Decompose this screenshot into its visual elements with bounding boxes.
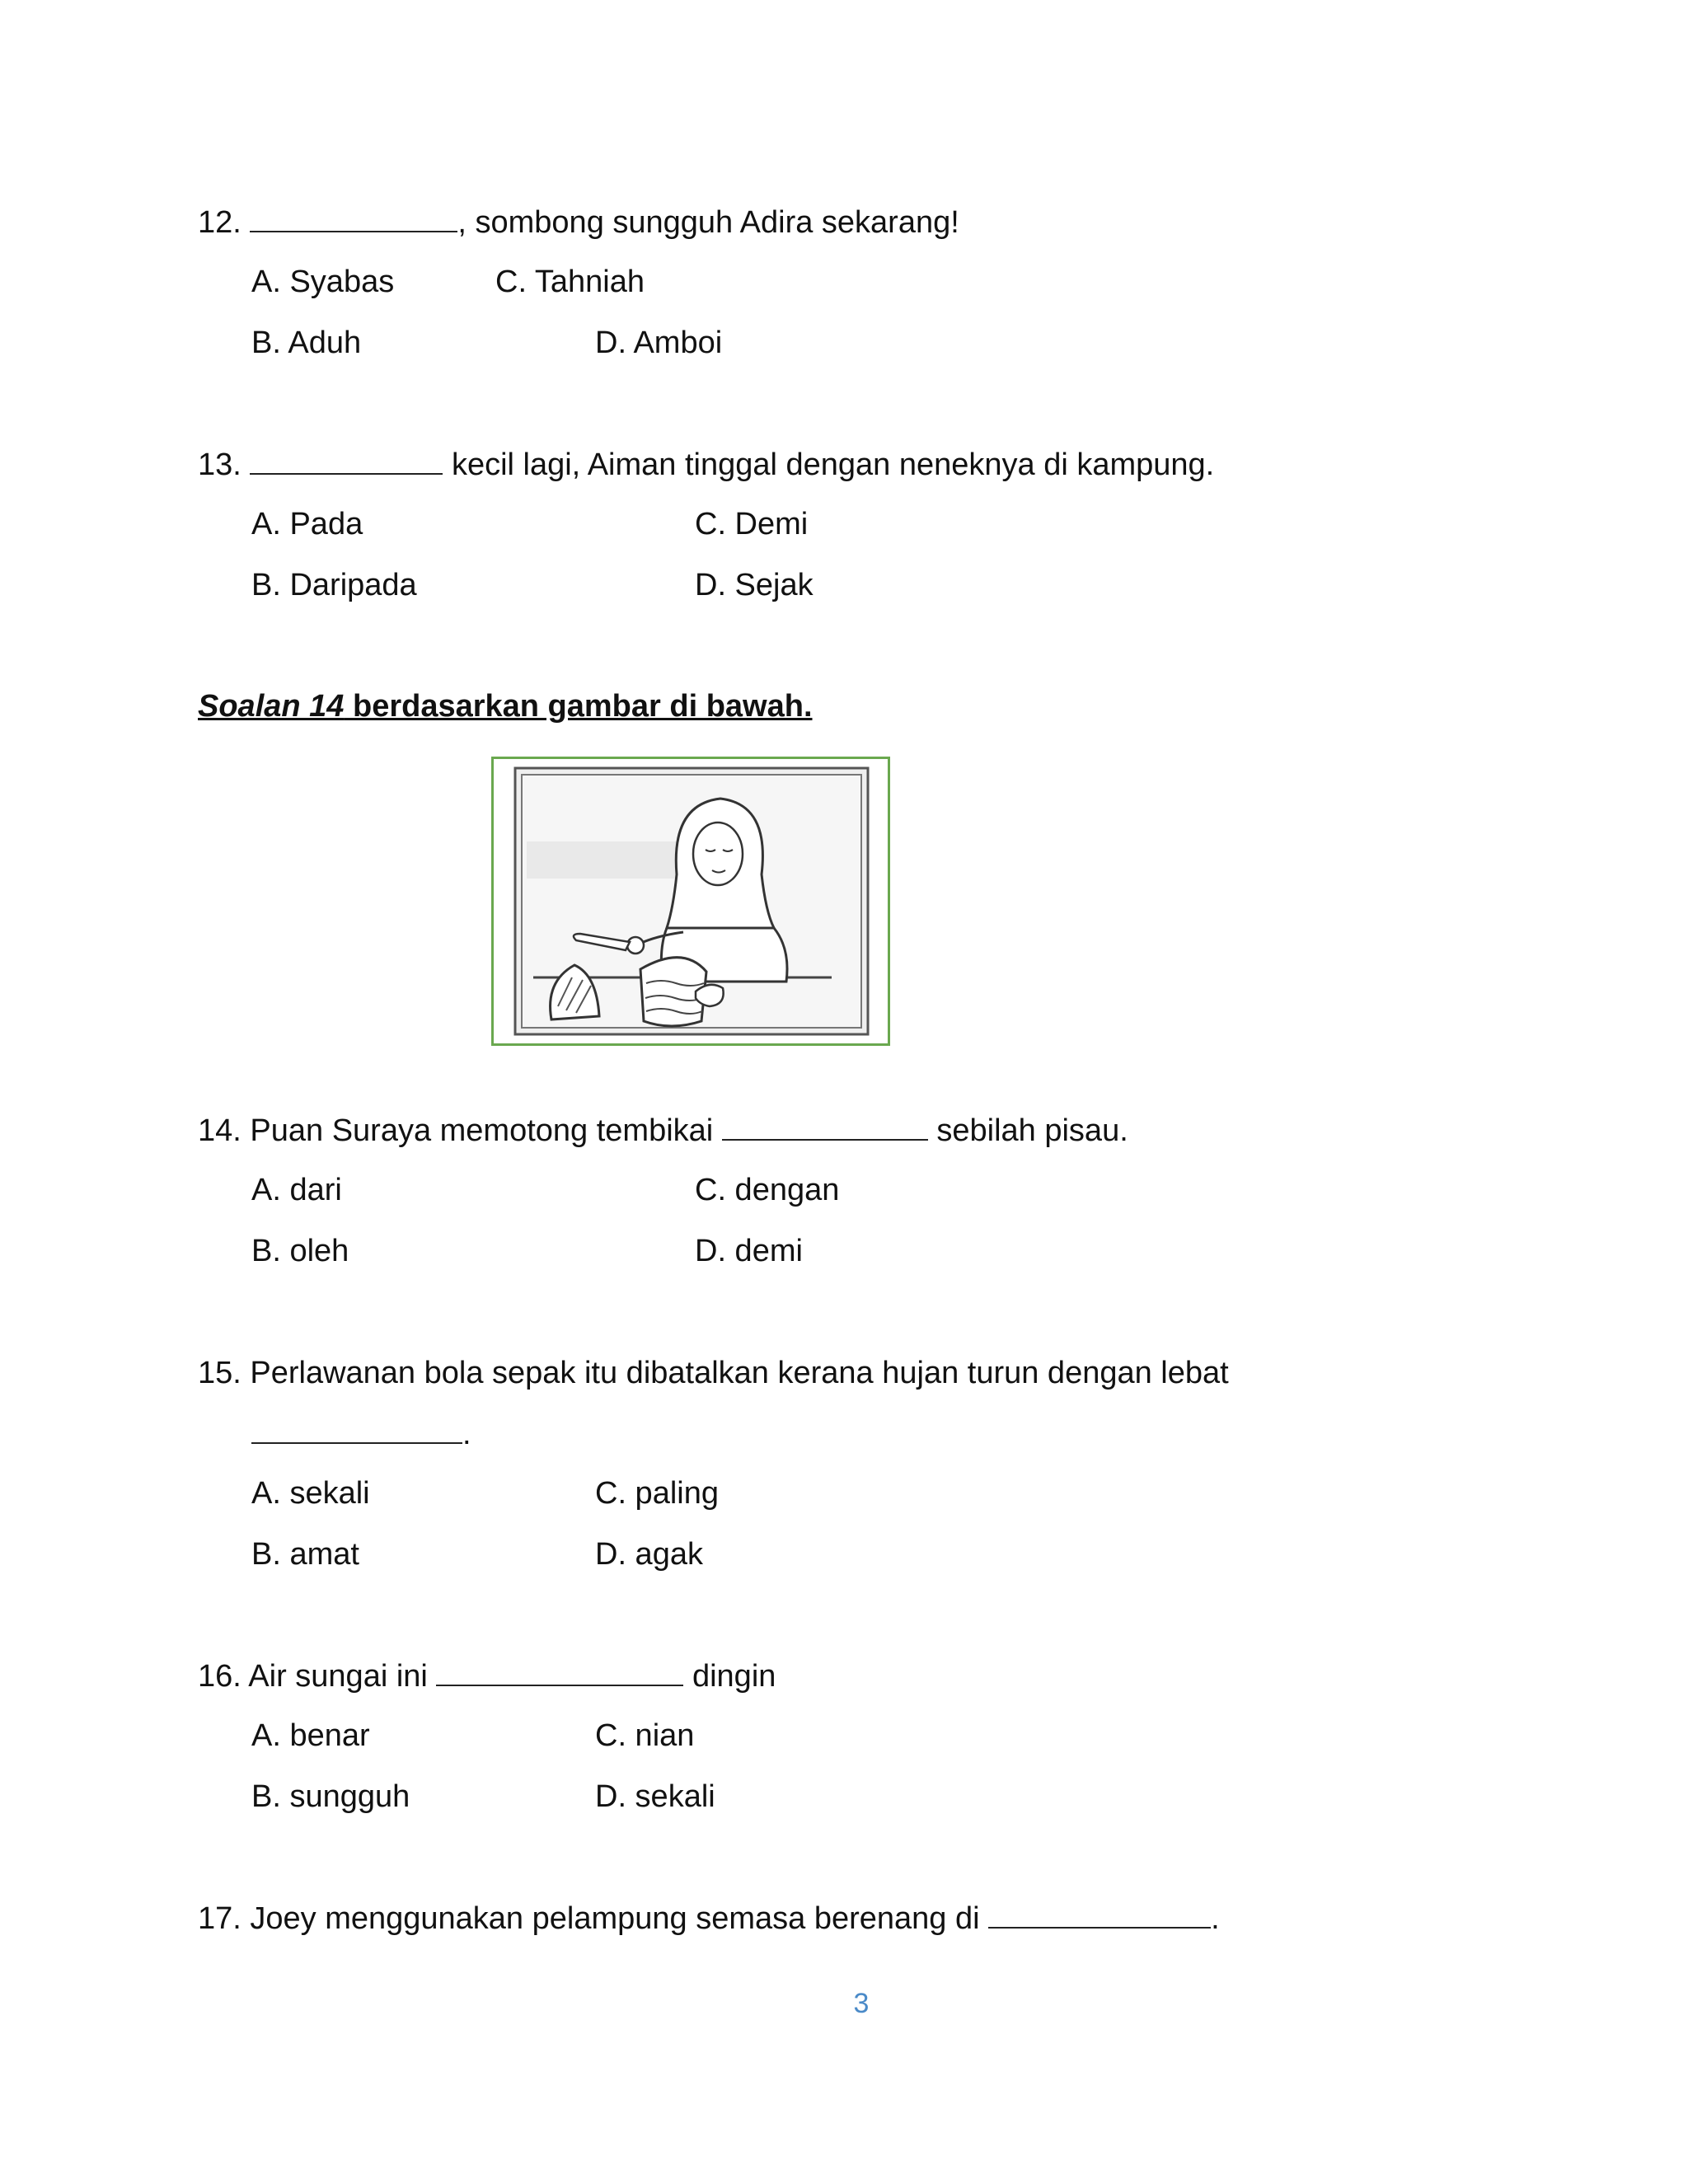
section-heading xyxy=(198,687,813,726)
question-15-text-end: . xyxy=(462,1417,471,1451)
question-16-text-start: 16. Air sungai ini xyxy=(198,1659,428,1694)
option-a[interactable]: A. Pada xyxy=(251,507,363,541)
option-d[interactable]: D. agak xyxy=(595,1537,703,1572)
question-17-text: 17. Joey menggunakan pelampung semasa berenang di xyxy=(198,1901,980,1936)
question-15 xyxy=(198,1353,1229,1393)
answer-blank[interactable] xyxy=(436,1657,683,1686)
option-c[interactable]: C. paling xyxy=(595,1476,719,1511)
answer-blank[interactable] xyxy=(722,1111,928,1141)
option-b[interactable]: B. Aduh xyxy=(251,326,362,360)
answer-blank[interactable] xyxy=(250,445,443,475)
option-c[interactable]: C. nian xyxy=(595,1718,695,1753)
question-15-text: 15. Perlawanan bola sepak itu dibatalkan kerana hujan turun dengan lebat xyxy=(198,1356,1229,1390)
option-b[interactable]: B. sungguh xyxy=(251,1779,410,1814)
question-15-continuation xyxy=(251,1414,471,1454)
option-a[interactable]: A. dari xyxy=(251,1173,342,1207)
question-12 xyxy=(198,203,959,242)
question-16 xyxy=(198,1657,776,1696)
question-14-picture xyxy=(491,757,890,1046)
question-16-text-end: dingin xyxy=(692,1659,776,1694)
woman-cutting-watermelon-illustration xyxy=(494,759,888,1043)
answer-blank[interactable] xyxy=(251,1414,462,1444)
option-a[interactable]: A. Syabas xyxy=(251,265,395,299)
question-13 xyxy=(198,445,1214,485)
question-14 xyxy=(198,1111,1128,1151)
question-13-number: 13. xyxy=(198,448,241,482)
option-d[interactable]: D. Sejak xyxy=(695,568,814,602)
option-d[interactable]: D. sekali xyxy=(595,1779,715,1814)
question-17-text-end: . xyxy=(1211,1901,1220,1936)
option-c[interactable]: C. Demi xyxy=(695,507,809,541)
page-number: 3 xyxy=(853,1988,870,2019)
option-d[interactable]: D. demi xyxy=(695,1234,803,1268)
section-heading-text: berdasarkan gambar di bawah. xyxy=(344,689,813,724)
question-14-text-end: sebilah pisau. xyxy=(936,1113,1128,1148)
option-a[interactable]: A. sekali xyxy=(251,1476,370,1511)
question-12-text: , sombong sungguh Adira sekarang! xyxy=(457,205,959,240)
question-12-number: 12. xyxy=(198,205,241,240)
option-b[interactable]: B. oleh xyxy=(251,1234,349,1268)
option-b[interactable]: B. amat xyxy=(251,1537,359,1572)
option-b[interactable]: B. Daripada xyxy=(251,568,417,602)
option-c[interactable]: C. dengan xyxy=(695,1173,840,1207)
question-17 xyxy=(198,1899,1220,1938)
option-a[interactable]: A. benar xyxy=(251,1718,370,1753)
section-heading-question-ref: Soalan 14 xyxy=(198,689,345,724)
question-13-text: kecil lagi, Aiman tinggal dengan neneknya di kampung. xyxy=(451,448,1215,482)
question-14-text-start: 14. Puan Suraya memotong tembikai xyxy=(198,1113,714,1148)
option-d[interactable]: D. Amboi xyxy=(595,326,723,360)
answer-blank[interactable] xyxy=(250,203,457,232)
option-c[interactable]: C. Tahniah xyxy=(495,265,645,299)
answer-blank[interactable] xyxy=(988,1899,1211,1929)
